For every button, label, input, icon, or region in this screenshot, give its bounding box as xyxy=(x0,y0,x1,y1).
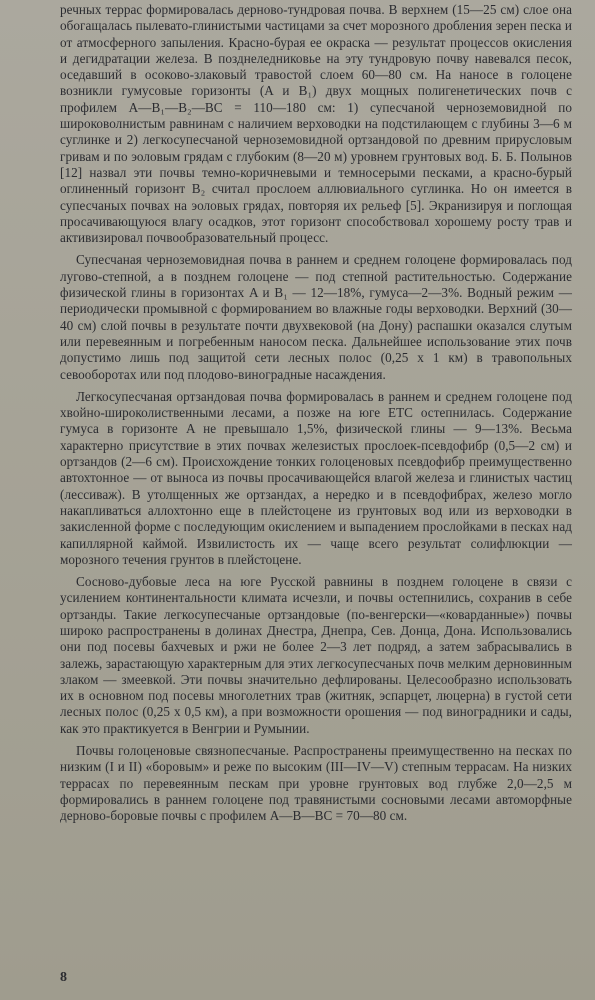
paragraph-1: речных террас формировалась дерново-тундровая почва. В верхнем (15—25 см) слое она обогащалась пылевато-глинистыми частицами за счет морозного дробления зерен песка и от атмосферного запыления. Красно-бурая ее окраска — результат процессов окисления и дегидратации железа. В позднеледниковье на эту тундровую почву навевался песок, оседавший в осоково-злаковый травостой слоем 60—80 см. На наносе в голоцене возникли гумусовые горизонты (A и B₁) двух мощных полигенетических почв с профилем A—B₁—B₂—BC = 110—180 см: 1) супесчаной черноземовидной по широковолнистым равнинам с наличием верховодки на подстилающем с глубины 3—6 м суглинке и 2) легкосупесчаной черноземовидной ортзандовой по древним прирусловым гривам и по эоловым грядам с глубоким (8—20 м) уровнем грунтовых вод. Б. Б. Полынов [12] назвал эти почвы темно-коричневыми и темносерыми песками, а красно-бурый оглиненный горизонт B₂ считал прослоем аллювиального суглинка. Но он имеется в супесчаных почвах на эоловых грядах, повторяя их рельеф [5]. Экранизируя и поглощая просачивающуюся влагу осадков, этот горизонт способствовал хорошему росту трав и активизировал почвообразовательный процесс. xyxy=(60,2,572,246)
paragraph-2: Супесчаная черноземовидная почва в раннем и среднем голоцене формировалась под лугово-степной, а в позднем голоцене — под степной растительностью. Содержание физической глины в горизонтах A и B₁ — 12—18%, гумуса—2—3%. Водный режим — периодически промывной с формированием во влажные годы верховодки. Верхний (30—40 см) слой почвы в результате почти двухвековой (на Дону) распашки оказался слутым или перевеянным и погребенным наносом песка. Дальнейшее использование этих почв допустимо лишь под защитой сети лесных полос (0,25 x 1 км) в травопольных севооборотах или под плодово-виноградные насаждения. xyxy=(60,252,572,382)
page-number: 8 xyxy=(60,970,67,985)
paragraph-4: Сосново-дубовые леса на юге Русской равнины в позднем голоцене в связи с усилением континентальности климата исчезли, и почвы остепнились, сохранив в себе ортзанды. Такие легкосупесчаные ортзандовые (по-венгерски—«коварданные») почвы широко распространены в долинах Днестра, Днепра, Сев. Донца, Дона. Использовались они под посевы бахчевых и ржи не более 2—3 лет подряд, а затем забрасывались в залежь, зарастающую характерным для этих легкосупесчаных почв мелким дерновинным злаком — змеевкой. Эти почвы значительно дефлированы. Целесообразно использовать их в основном под посевы многолетних трав (житняк, эспарцет, люцерна) в густой сети лесных полос (0,25 x 0,5 км), а при возможности орошения — под виноградники и сады, как это практикуется в Венгрии и Румынии. xyxy=(60,574,572,736)
body-text xyxy=(60,2,572,831)
paragraph-3: Легкосупесчаная ортзандовая почва формировалась в раннем и среднем голоцене под хвойно-широколиственными лесами, а позже на юге ЕТС остепнилась. Содержание гумуса в горизонте A не превышало 1,5%, физической глины — 9—13%. Весьма характерно присутствие в этих почвах железистых прослоек-псевдофибр (0,5—2 см) и ортзандов (2—6 см). Происхождение тонких голоценовых псевдофибр преимущественно автохтонное — от выноса из почвы просачивающейся влагой железа и глинистых частиц (лессиваж). В утолщенных же ортзандах, а нередко и в псевдофибрах, железо могло накапливаться аллохтонно еще в плейстоцене из грунтовых вод или из верховодки в закисленной форме с последующим окислением и выпадением прослойками в песках над капиллярной каймой. Извилистость их — чаще всего результат солифлюкции — морозного течения грунтов в плейстоцене. xyxy=(60,388,572,567)
paragraph-5: Почвы голоценовые связнопесчаные. Распространены преимущественно на песках по низким (I и II) «боровым» и реже по высоким (III—IV—V) степным террасам. На низких террасах по перевеянным пескам при уровне грунтовых вод глубже 2,0—2,5 м формировались в раннем голоцене под травянистыми сосновыми лесами автоморфные дерново-боровые почвы с профилем A—B—BC = 70—80 см. xyxy=(60,743,572,824)
